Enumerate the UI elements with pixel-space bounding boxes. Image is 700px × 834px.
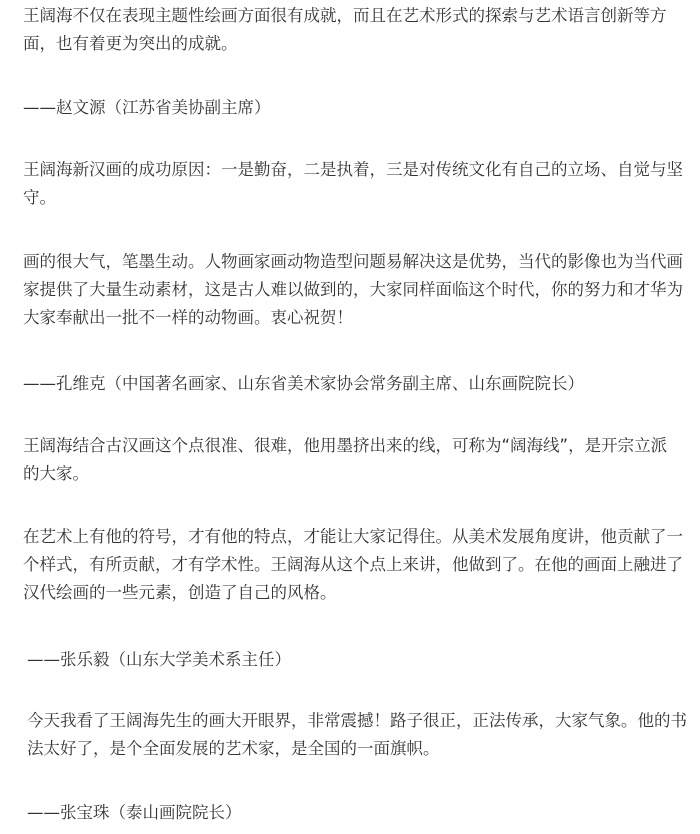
- paragraph-line: 的大家。: [23, 464, 89, 483]
- signature-line: ——张乐毅（山东大学美术系主任）: [27, 650, 291, 669]
- signature-line: ——赵文源（江苏省美协副主席）: [23, 98, 271, 117]
- paragraph-3: [23, 248, 683, 332]
- paragraph-1: [23, 2, 683, 58]
- paragraph-line: 今天我看了王阔海先生的画大开眼界，非常震撼！路子很正，正法传承，大家气象。他的书: [27, 711, 687, 730]
- paragraph-line: 王阔海新汉画的成功原因：一是勤奋，二是执着，三是对传统文化有自己的立场、自觉与坚: [23, 160, 683, 179]
- paragraph-line: 王阔海结合古汉画这个点很准、很难，他用墨挤出来的线，可称为“阔海线”，是开宗立派: [23, 436, 668, 455]
- paragraph-2: [23, 156, 683, 212]
- paragraph-5: [23, 523, 683, 607]
- signature-kong-weike: [23, 370, 683, 398]
- paragraph-6: [27, 707, 687, 763]
- paragraph-line: 汉代绘画的一些元素，创造了自己的风格。: [23, 583, 337, 602]
- signature-line: ——张宝珠（泰山画院院长）: [27, 803, 242, 822]
- paragraph-line: 面，也有着更为突出的成就。: [23, 34, 238, 53]
- paragraph-line: 在艺术上有他的符号，才有他的特点，才能让大家记得住。从美术发展角度讲，他贡献了一: [23, 527, 683, 546]
- paragraph-line: 守。: [23, 188, 56, 207]
- paragraph-line: 个样式，有所贡献，才有学术性。王阔海从这个点上来讲，他做到了。在他的画面上融进了: [23, 555, 683, 574]
- paragraph-line: 王阔海不仅在表现主题性绘画方面很有成就，而且在艺术形式的探索与艺术语言创新等方: [23, 6, 667, 25]
- paragraph-line: 画的很大气，笔墨生动。人物画家画动物造型问题易解决这是优势，当代的影像也为当代画: [23, 252, 683, 271]
- signature-zhao-wenyuan: [23, 94, 683, 122]
- paragraph-line: 大家奉献出一批不一样的动物画。衷心祝贺！: [23, 308, 353, 327]
- signature-line: ——孔维克（中国著名画家、山东省美术家协会常务副主席、山东画院院长）: [23, 374, 584, 393]
- paragraph-line: 家提供了大量生动素材，这是古人难以做到的，大家同样面临这个时代，你的努力和才华为: [23, 280, 683, 299]
- signature-zhang-leyi: [27, 646, 683, 674]
- signature-zhang-baozhu: [27, 799, 683, 827]
- paragraph-line: 法太好了，是个全面发展的艺术家，是全国的一面旗帜。: [27, 739, 440, 758]
- paragraph-4: [23, 432, 683, 488]
